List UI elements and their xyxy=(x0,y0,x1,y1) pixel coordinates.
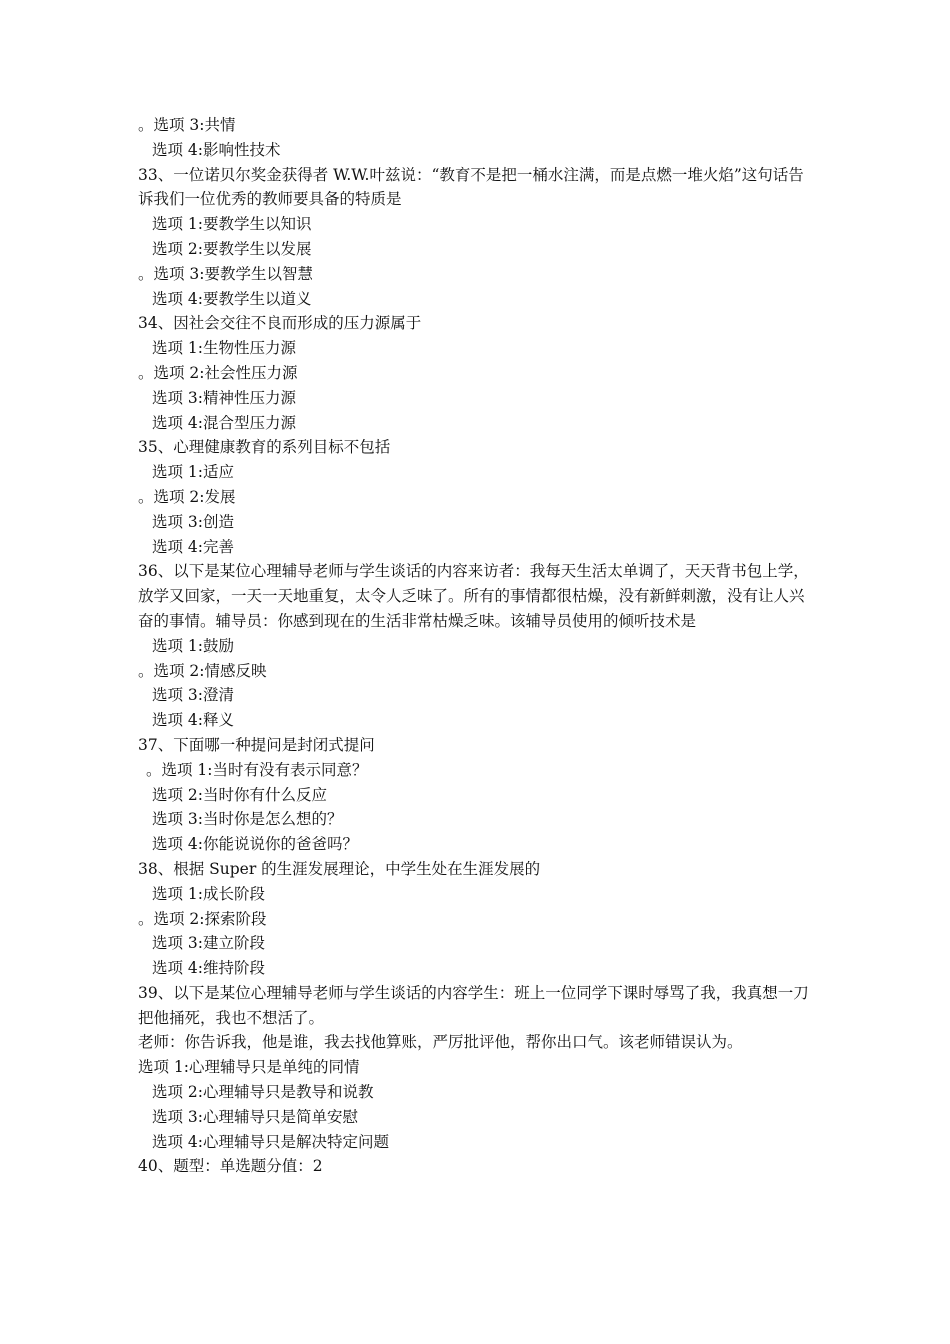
answer-option-selected: 。选项 1:当时有没有表示同意？ xyxy=(146,760,368,779)
answer-option: 选项 1:要教学生以知识 xyxy=(152,215,312,234)
answer-option: 。选项 2:发展 xyxy=(138,487,236,506)
answer-option: 选项 1:心理辅导只是单纯的同情 xyxy=(138,1058,360,1077)
question-text: 34、因社会交往不良而形成的压力源属于 xyxy=(138,314,422,333)
answer-option: 选项 3:建立阶段 xyxy=(152,934,266,953)
answer-option: 选项 3:当时你是怎么想的？ xyxy=(152,810,343,829)
answer-option: 选项 4:影响性技术 xyxy=(152,140,281,159)
answer-option: 选项 3:创造 xyxy=(152,512,235,531)
document-body xyxy=(138,113,810,1179)
answer-option: 选项 3:澄清 xyxy=(152,686,235,705)
answer-option: 选项 1:适应 xyxy=(152,463,235,482)
answer-option: 选项 4:维持阶段 xyxy=(152,959,266,978)
answer-option: 选项 3:精神性压力源 xyxy=(152,388,297,407)
answer-option: 选项 4:要教学生以道义 xyxy=(152,289,312,308)
question-text: 36、以下是某位心理辅导老师与学生谈话的内容来访者：我每天生活太单调了，天天背书包上学，放学又回家，一天一天地重复，太令人乏味了。所有的事情都很枯燥，没有新鲜刺激，没有让人兴奋的事情。辅导员：你感到现在的生活非常枯燥乏味。该辅导员使用的倾听技术是 xyxy=(138,562,809,630)
answer-option: 选项 1:鼓励 xyxy=(152,636,235,655)
question-text: 33、一位诺贝尔奖金获得者 W.W.叶兹说：“教育不是把一桶水注满，而是点燃一堆火焰”这句话告诉我们一位优秀的教师要具备的特质是 xyxy=(138,165,804,209)
question-text: 38、根据 Super 的生涯发展理论，中学生处在生涯发展的 xyxy=(138,859,541,878)
answer-option: 选项 4:心理辅导只是解决特定问题 xyxy=(152,1132,390,1151)
answer-option: 选项 2:心理辅导只是教导和说教 xyxy=(152,1083,374,1102)
answer-option: 选项 4:混合型压力源 xyxy=(152,413,297,432)
answer-option: 。选项 3:要教学生以智慧 xyxy=(138,264,314,283)
answer-option: 选项 1:生物性压力源 xyxy=(152,339,297,358)
answer-option: 。选项 2:情感反映 xyxy=(138,661,267,680)
question-text: 老师：你告诉我，他是谁，我去找他算账，严厉批评他，帮你出口气。该老师错误认为。 xyxy=(138,1033,743,1052)
answer-option: 选项 2:要教学生以发展 xyxy=(152,239,312,258)
answer-option: 。选项 2:探索阶段 xyxy=(138,909,267,928)
answer-option: 。选项 3:共情 xyxy=(138,116,236,134)
answer-option: 选项 4:释义 xyxy=(152,711,235,730)
question-text: 35、心理健康教育的系列目标不包括 xyxy=(138,438,391,457)
question-text: 37、下面哪一种提问是封闭式提问 xyxy=(138,735,375,754)
answer-option: 选项 4:完善 xyxy=(152,537,235,556)
answer-option: 。选项 2:社会性压力源 xyxy=(138,363,298,382)
answer-option: 选项 2:当时你有什么反应 xyxy=(152,785,328,804)
question-text: 39、以下是某位心理辅导老师与学生谈话的内容学生：班上一位同学下课时辱骂了我，我真想一刀把他捅死，我也不想活了。 xyxy=(138,983,809,1027)
answer-option: 选项 4:你能说说你的爸爸吗？ xyxy=(152,835,359,854)
answer-option: 选项 1:成长阶段 xyxy=(152,884,266,903)
question-text: 40、题型：单选题分值：2 xyxy=(138,1157,323,1176)
answer-option: 选项 3:心理辅导只是简单安慰 xyxy=(152,1107,359,1126)
